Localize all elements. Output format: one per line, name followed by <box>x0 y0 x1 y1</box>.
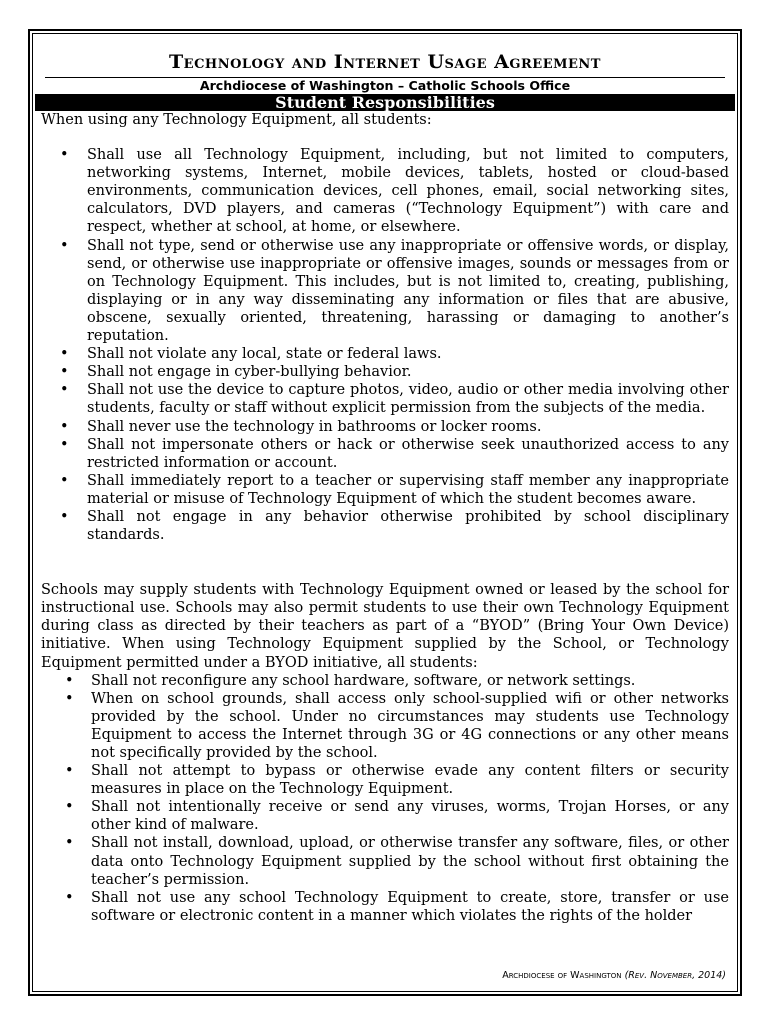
list-item: • Shall not reconfigure any school hardware, software, or network settings. <box>65 672 636 689</box>
list-item: • Shall not intentionally receive or send any viruses, worms, Trojan Horses, or any other kind of malware. <box>65 799 729 834</box>
section1-list <box>41 146 729 544</box>
document-subtitle: Archdiocese of Washington – Catholic Schools Office <box>199 78 571 93</box>
list-item: • Shall not install, download, upload, or otherwise transfer any software, files, or other data onto Technology Equipment supplied by the school without first obtaining the teacher’s permission. <box>65 835 729 888</box>
bullet-icon: • <box>60 418 69 435</box>
bullet-icon: • <box>60 147 69 164</box>
bullet-icon: • <box>60 382 69 399</box>
list-item: • Shall immediately report to a teacher or supervising staff member any inappropriate material or misuse of Technology Equipment of which the student becomes aware. <box>60 472 729 507</box>
list-item: • Shall never use the technology in bathrooms or locker rooms. <box>60 418 542 435</box>
list-item: • Shall not violate any local, state or federal laws. <box>60 346 442 363</box>
footer-revision: (Rev. November, 2014) <box>624 970 726 981</box>
list-item: • When on school grounds, shall access only school-supplied wifi or other networks provided by the school. Under no circumstances may students use Technology Equipment to access the Internet through 3G or 4G connections or any other means not specifically provided by the school. <box>65 690 729 761</box>
section2-list <box>41 672 729 925</box>
bullet-icon: • <box>60 508 69 525</box>
bullet-icon: • <box>65 690 74 707</box>
bullet-icon: • <box>65 835 74 852</box>
list-item: • Shall not impersonate others or hack or otherwise seek unauthorized access to any restricted information or account. <box>60 436 729 471</box>
bullet-icon: • <box>60 472 69 489</box>
list-item: • Shall not engage in any behavior otherwise prohibited by school disciplinary standards. <box>60 508 729 544</box>
section-heading: Student Responsibilities <box>35 94 735 111</box>
list-item: • Shall use all Technology Equipment, including, but not limited to computers, networking systems, Internet, mobile devices, tablets, hosted or cloud-based environments, communication devices, cell phones, email, social networking sites, calculators, DVD players, and cameras (“Technology Equipment”) with care and respect, whether at school, at home, or elsewhere. <box>60 147 729 236</box>
document-title: Technology and Internet Usage Agreement <box>169 51 601 73</box>
list-item: • Shall not engage in cyber-bullying behavior. <box>60 364 412 381</box>
bullet-icon: • <box>60 237 69 254</box>
footer-org: Archdiocese of Washington <box>502 970 622 981</box>
bullet-icon: • <box>65 889 74 906</box>
bullet-icon: • <box>60 436 69 453</box>
bullet-icon: • <box>65 672 74 689</box>
bullet-icon: • <box>65 799 74 816</box>
bullet-icon: • <box>60 364 69 381</box>
list-item: • Shall not use the device to capture photos, video, audio or other media involving other students, faculty or staff without explicit permission from the subjects of the media. <box>60 382 729 417</box>
list-item: • Shall not type, send or otherwise use any inappropriate or offensive words, or display, send, or otherwise use inappropriate or offensive images, sounds or messages from or on Technology Equipment. This includes, but is not limited to, creating, publishing, displaying or in any way disseminating any information or files that are abusive, obscene, sexually oriented, threatening, harassing or damaging to another’s reputation. <box>60 237 729 345</box>
section2-intro: Schools may supply students with Technology Equipment owned or leased by the school for instructional use. Schools may also permit students to use their own Technology Equipment during class as directed by their teachers as part of a “BYOD” (Bring Your Own Device) initiative. When using Technology Equipment supplied by the School, or Technology Equipment permitted under a BYOD initiative, all students: <box>41 582 729 671</box>
document-page <box>41 40 729 925</box>
bullet-icon: • <box>65 763 74 780</box>
bullet-icon: • <box>60 346 69 363</box>
page-footer <box>502 970 726 981</box>
section1-intro: When using any Technology Equipment, all students: <box>41 112 432 128</box>
list-item: • Shall not use any school Technology Equipment to create, store, transfer or use software or electronic content in a manner which violates the rights of the holder <box>65 889 729 924</box>
list-item: • Shall not attempt to bypass or otherwise evade any content filters or security measures in place on the Technology Equipment. <box>65 763 729 798</box>
